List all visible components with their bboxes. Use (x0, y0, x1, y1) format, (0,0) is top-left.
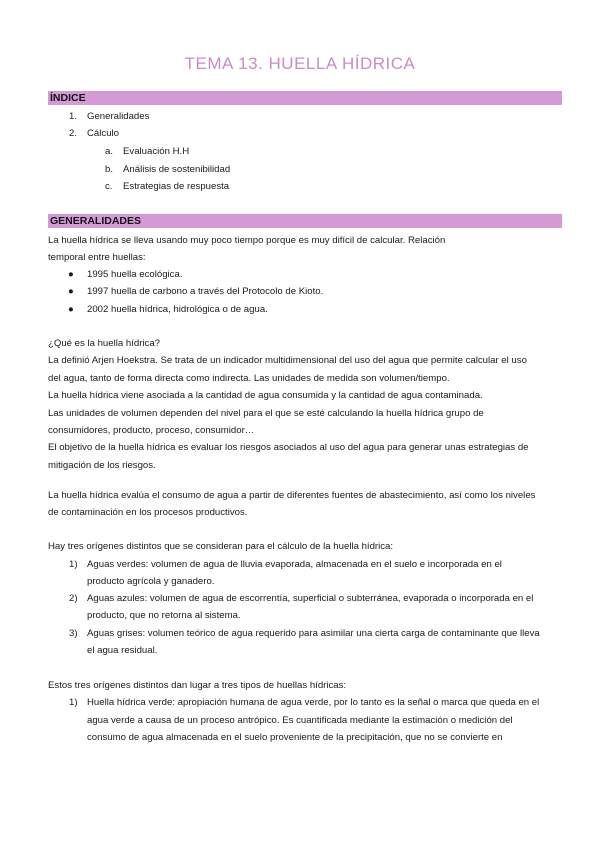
indice-item-generalidades: Generalidades (87, 111, 150, 122)
timeline-item: 1995 huella ecológica. (87, 269, 183, 280)
origenes-intro: Hay tres orígenes distintos que se consideran para el cálculo de la huella hídrica: (48, 541, 394, 552)
origen-marker: 3) (69, 628, 78, 639)
indice-subitem-analisis: Análisis de sostenibilidad (123, 164, 231, 175)
origen-line: Aguas azules: volumen de agua de escorrentía, superficial o subterránea, evaporada o incorporada en el (87, 593, 534, 604)
tipo-line: agua verde a causa de un proceso antrópico. Es cuantificada mediante la estimación o medición del (87, 715, 513, 726)
origen-line: el agua residual. (87, 645, 158, 656)
tipo-line: Huella hídrica verde: apropiación humana de agua verde, por lo tanto es la señal o marca que queda en el (87, 697, 540, 708)
page-title: TEMA 13. HUELLA HÍDRICA (184, 54, 416, 73)
paragraph-line: de contaminación en los procesos productivos. (48, 507, 248, 518)
origen-line: producto agrícola y ganadero. (87, 576, 215, 587)
indice-item-marker: 2. (69, 128, 78, 139)
paragraph-line: La huella hídrica viene asociada a la cantidad de agua consumida y la cantidad de agua contaminada. (48, 390, 483, 401)
bullet-icon: ● (68, 286, 74, 297)
bullet-icon: ● (68, 304, 74, 315)
indice-subitem-evaluacion: Evaluación H.H (123, 146, 190, 157)
tipos-intro: Estos tres orígenes distintos dan lugar a tres tipos de huellas hídricas: (48, 680, 347, 691)
tipo-marker: 1) (69, 697, 78, 708)
origen-line: Aguas grises: volumen teórico de agua requerido para asimilar una cierta carga de contaminante que lleva (87, 628, 540, 639)
indice-subitem-estrategias: Estrategias de respuesta (123, 181, 230, 192)
tipo-line: consumo de agua almacenada en el suelo proveniente de la precipitación, que no se convierte en (87, 732, 503, 743)
indice-subitem-marker: b. (105, 164, 114, 175)
intro-line: La huella hídrica se lleva usando muy poco tiempo porque es muy difícil de calcular. Relación (48, 235, 446, 246)
origen-marker: 2) (69, 593, 78, 604)
paragraph-line: mitigación de los riesgos. (48, 460, 156, 471)
timeline-item: 1997 huella de carbono a través del Protocolo de Kioto. (87, 286, 324, 297)
indice-heading: ÍNDICE (48, 91, 562, 105)
indice-subitem-marker: a. (105, 146, 114, 157)
indice-subitem-marker: c. (105, 181, 113, 192)
paragraph-line: La definió Arjen Hoekstra. Se trata de un indicador multidimensional del uso del agua que permite calcular el uso (48, 355, 527, 366)
paragraph-line: Las unidades de volumen dependen del nivel para el que se esté calculando la huella hídrica grupo de (48, 408, 484, 419)
paragraph-line: consumidores, producto, proceso, consumidor… (48, 425, 255, 436)
paragraph-line: El objetivo de la huella hídrica es evaluar los riesgos asociados al uso del agua para generar unas estrategias de (48, 442, 529, 453)
generalidades-heading: GENERALIDADES (48, 214, 562, 228)
origen-line: producto, que no retorna al sistema. (87, 610, 241, 621)
indice-item-calculo: Cálculo (87, 128, 119, 139)
timeline-item: 2002 huella hídrica, hidrológica o de agua. (87, 304, 268, 315)
origen-marker: 1) (69, 559, 78, 570)
indice-item-marker: 1. (69, 111, 78, 122)
question-line: ¿Qué es la huella hídrica? (48, 338, 160, 349)
paragraph-line: del agua, tanto de forma directa como indirecta. Las unidades de medida son volumen/tiempo. (48, 373, 450, 384)
intro-line: temporal entre huellas: (48, 252, 146, 263)
bullet-icon: ● (68, 269, 74, 280)
paragraph-line: La huella hídrica evalúa el consumo de agua a partir de diferentes fuentes de abastecimiento, así como los niveles (48, 490, 536, 501)
origen-line: Aguas verdes: volumen de agua de lluvia evaporada, almacenada en el suelo e incorporada en el (87, 559, 502, 570)
